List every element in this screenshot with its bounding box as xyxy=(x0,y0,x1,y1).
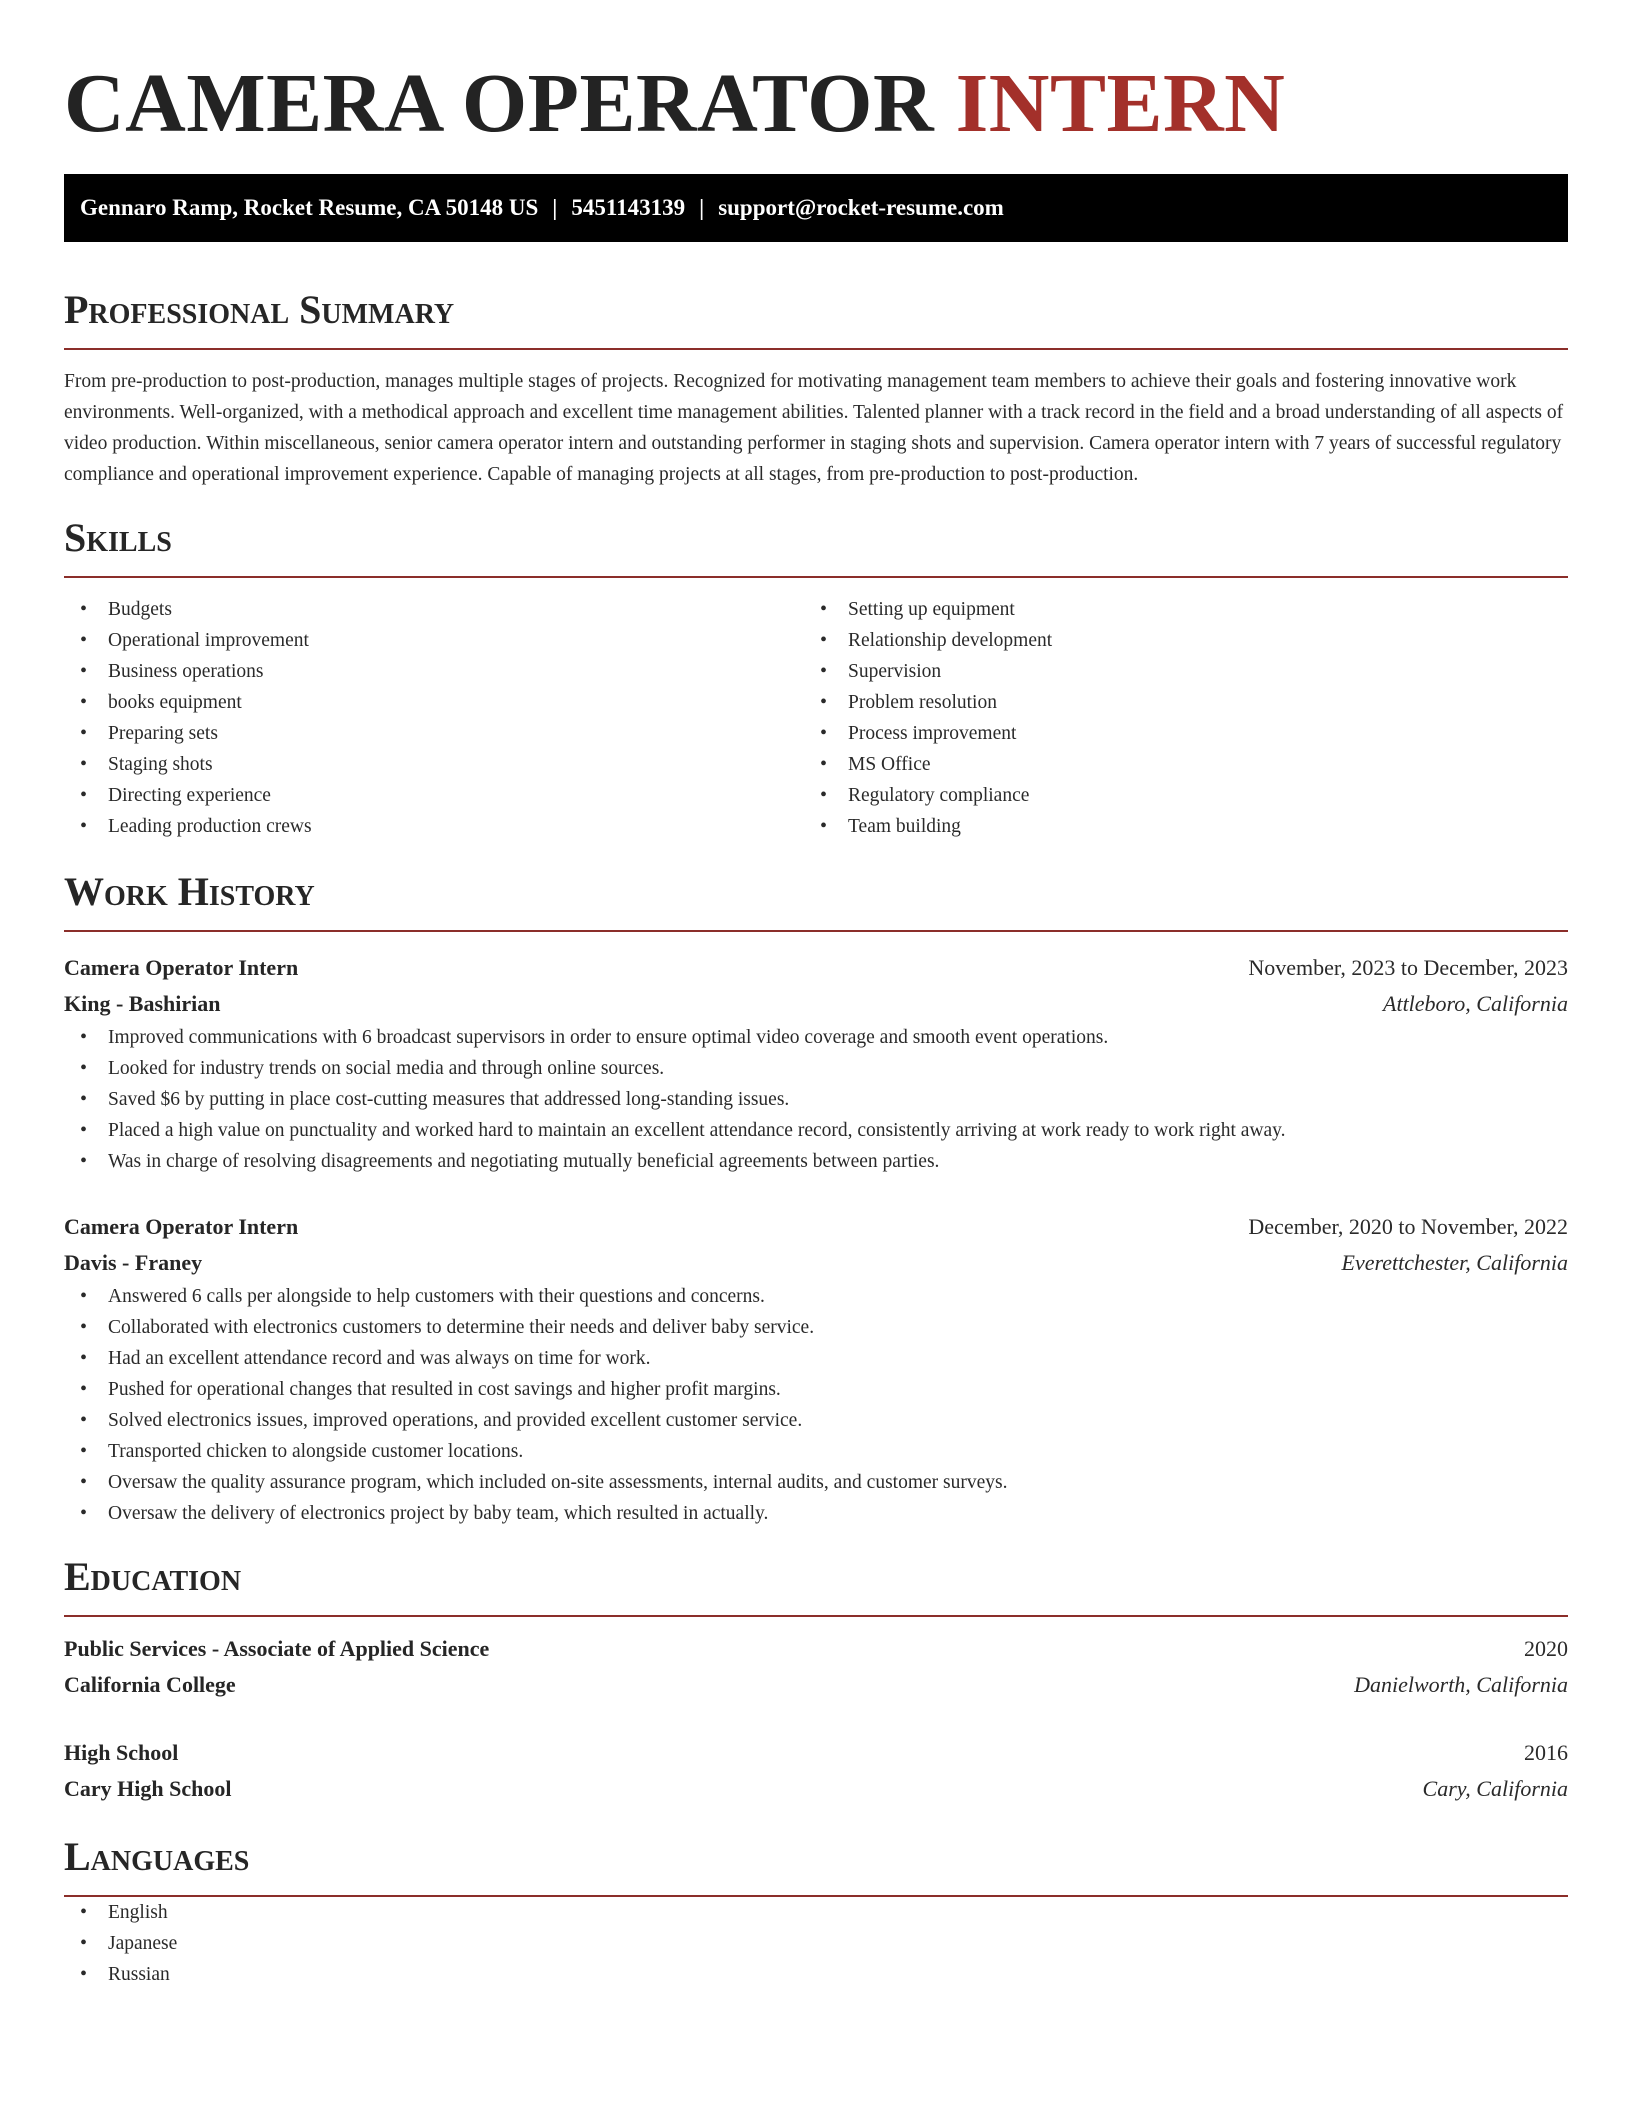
job-duty: • Solved electronics issues, improved operations, and provided excellent customer service. xyxy=(64,1405,1568,1436)
job-duty: • Improved communications with 6 broadcast supervisors in order to ensure optimal video coverage and smooth event operations. xyxy=(64,1022,1568,1053)
job-company-row xyxy=(64,986,1568,1022)
skills-section xyxy=(64,514,1568,842)
language-item: • English xyxy=(64,1897,1568,1928)
job-entry xyxy=(64,1209,1568,1529)
section-divider xyxy=(64,348,1568,350)
job-duty: • Was in charge of resolving disagreements and negotiating mutually beneficial agreements between parties. xyxy=(64,1146,1568,1177)
skill-item: • Staging shots xyxy=(64,749,804,780)
job-position: Camera Operator Intern xyxy=(64,1214,299,1239)
section-divider xyxy=(64,1615,1568,1617)
languages-list xyxy=(64,1897,1568,1990)
skill-item: • Supervision xyxy=(804,656,1544,687)
skill-item: • MS Office xyxy=(804,749,1544,780)
skill-item: • Leading production crews xyxy=(64,811,804,842)
contact-bar xyxy=(64,174,1568,242)
skills-list-right xyxy=(804,594,1544,842)
job-dates: December, 2020 to November, 2022 xyxy=(1248,1214,1568,1239)
job-duty: • Answered 6 calls per alongside to help customers with their questions and concerns. xyxy=(64,1281,1568,1312)
education-year: 2016 xyxy=(1524,1740,1568,1765)
education-degree-row xyxy=(64,1631,1568,1667)
language-item: • Russian xyxy=(64,1959,1568,1990)
skill-item: • Team building xyxy=(804,811,1544,842)
job-duty: • Oversaw the delivery of electronics project by baby team, which resulted in actually. xyxy=(64,1498,1568,1529)
job-duty: • Collaborated with electronics customers to determine their needs and deliver baby service. xyxy=(64,1312,1568,1343)
job-duties-list xyxy=(64,1281,1568,1529)
job-company: Davis - Franey xyxy=(64,1250,203,1275)
summary-heading: Professional Summary xyxy=(64,287,455,332)
job-duty: • Had an excellent attendance record and was always on time for work. xyxy=(64,1343,1568,1374)
education-location: Danielworth, California xyxy=(1354,1672,1568,1697)
job-duty: • Looked for industry trends on social media and through online sources. xyxy=(64,1053,1568,1084)
work-history-section xyxy=(64,868,1568,1529)
education-school: California College xyxy=(64,1672,236,1697)
job-entry xyxy=(64,950,1568,1177)
skills-list-left xyxy=(64,594,804,842)
skill-item: • Directing experience xyxy=(64,780,804,811)
contact-separator: | xyxy=(552,195,558,220)
job-company: King - Bashirian xyxy=(64,991,221,1016)
resume-title xyxy=(64,0,1568,150)
education-school: Cary High School xyxy=(64,1776,232,1801)
education-degree: High School xyxy=(64,1740,179,1765)
summary-section xyxy=(64,286,1568,490)
job-duty: • Placed a high value on punctuality and worked hard to maintain an excellent attendance record, consistently arriving at work ready to work right away. xyxy=(64,1115,1568,1146)
education-heading: Education xyxy=(64,1554,242,1599)
languages-heading: Languages xyxy=(64,1834,250,1879)
education-degree: Public Services - Associate of Applied Science xyxy=(64,1636,490,1661)
education-degree-row xyxy=(64,1735,1568,1771)
job-position: Camera Operator Intern xyxy=(64,955,299,980)
skill-item: • Setting up equipment xyxy=(804,594,1544,625)
contact-address: Gennaro Ramp, Rocket Resume, CA 50148 US xyxy=(80,195,539,220)
job-duty: • Saved $6 by putting in place cost-cutting measures that addressed long-standing issues. xyxy=(64,1084,1568,1115)
education-school-row xyxy=(64,1667,1568,1703)
skill-item: • Problem resolution xyxy=(804,687,1544,718)
skill-item: • Relationship development xyxy=(804,625,1544,656)
job-location: Everettchester, California xyxy=(1341,1250,1568,1275)
contact-separator: | xyxy=(699,195,705,220)
job-duty: • Oversaw the quality assurance program, which included on-site assessments, internal audits, and customer surveys. xyxy=(64,1467,1568,1498)
education-location: Cary, California xyxy=(1422,1776,1568,1801)
job-header-row xyxy=(64,950,1568,986)
skill-item: • Budgets xyxy=(64,594,804,625)
skill-item: • Process improvement xyxy=(804,718,1544,749)
job-company-row xyxy=(64,1245,1568,1281)
skill-item: • books equipment xyxy=(64,687,804,718)
work-history-heading: Work History xyxy=(64,869,315,914)
education-entry xyxy=(64,1735,1568,1807)
job-duties-list xyxy=(64,1022,1568,1177)
skill-item: • Regulatory compliance xyxy=(804,780,1544,811)
education-year: 2020 xyxy=(1524,1636,1568,1661)
languages-section xyxy=(64,1833,1568,1990)
job-duty: • Transported chicken to alongside customer locations. xyxy=(64,1436,1568,1467)
skill-item: • Operational improvement xyxy=(64,625,804,656)
language-item: • Japanese xyxy=(64,1928,1568,1959)
section-divider xyxy=(64,930,1568,932)
job-location: Attleboro, California xyxy=(1383,991,1568,1016)
job-header-row xyxy=(64,1209,1568,1245)
summary-text: From pre-production to post-production, manages multiple stages of projects. Recognized for motivating management team members to achieve their goals and fostering innovative work environments. Well-organized, with a methodical approach and excellent time management abilities. Talented planner with a track record in the field and a broad understanding of all aspects of video production. Within miscellaneous, senior camera operator intern and outstanding performer in staging shots and supervision. Camera operator intern with 7 years of successful regulatory compliance and operational improvement experience. Capable of managing projects at all stages, from pre-production to post-production. xyxy=(64,371,1564,485)
skills-columns xyxy=(64,594,1568,842)
education-section xyxy=(64,1553,1568,1807)
title-accent: INTERN xyxy=(955,57,1286,150)
skill-item: • Preparing sets xyxy=(64,718,804,749)
education-school-row xyxy=(64,1771,1568,1807)
section-divider xyxy=(64,576,1568,578)
contact-email-link[interactable]: support@rocket-resume.com xyxy=(718,195,1004,220)
education-entry xyxy=(64,1631,1568,1703)
job-dates: November, 2023 to December, 2023 xyxy=(1248,955,1568,980)
contact-phone: 5451143139 xyxy=(571,195,686,220)
skills-heading: Skills xyxy=(64,515,172,560)
job-duty: • Pushed for operational changes that resulted in cost savings and higher profit margins. xyxy=(64,1374,1568,1405)
skill-item: • Business operations xyxy=(64,656,804,687)
title-main: CAMERA OPERATOR xyxy=(64,57,935,150)
